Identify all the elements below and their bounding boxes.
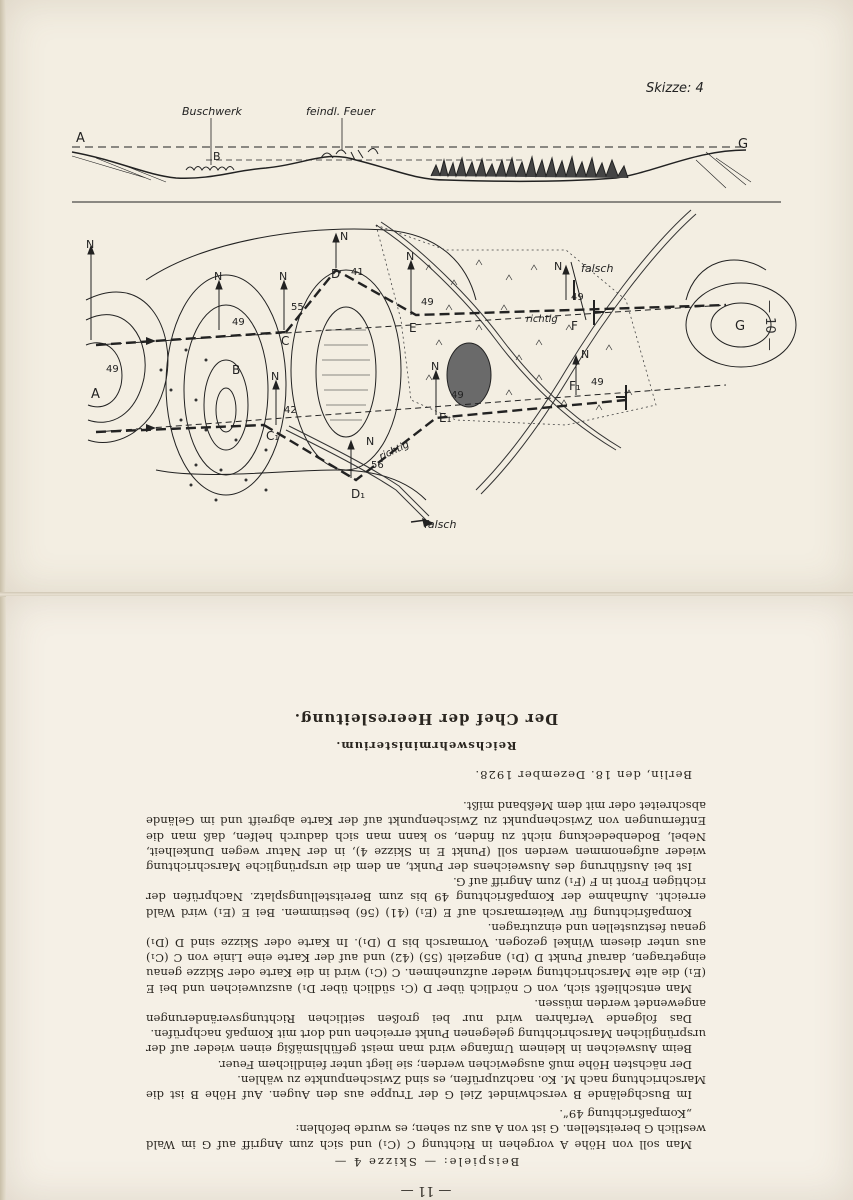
point-g-label: G [735, 319, 746, 334]
bearing-label: 41 [351, 267, 364, 278]
correct-label: richtig [526, 314, 558, 325]
point-f1-label: F₁ [569, 379, 581, 393]
point-d-label: D [331, 267, 341, 281]
map-contours [86, 229, 796, 500]
bearing-label: 49 [232, 317, 245, 328]
correct-label: richtig [377, 439, 412, 463]
text-page-number: — 11 — [400, 1183, 452, 1198]
north-label: N [431, 360, 440, 373]
paragraph-3: Der nächsten Höhe muß ausgewichen werden; sie liegt unter feindlichem Feuer. [217, 1057, 692, 1072]
map-page [6, 0, 853, 593]
paragraph-6: Man entschließt sich, von C nördlich über D (C₁ südlich über D₁) auszuweichen und bei E (E₁) die alte Marschrichtung wieder aufzunehmen. C (C₁) wird in die Karte oder Skizze genau eingetragen, darauf Punkt D (D₁) angezielt (55) (42) und auf der Karte eine Linie von C (C₁) aus unter diesem Winkel gezogen. Vormarsch bis D (D₁). In Karte oder Skizze sind D (D₁) genau festzustellen und einzutragen. [146, 920, 706, 996]
bearing-label: 49 [106, 364, 119, 375]
paragraph-8: Ist bei Ausführung des Ausweichens der Punkt, an dem die ursprüngliche Marschrichtung wieder aufgenommen werden soll (Punkt E in Skizze 4), in der Natur wegen Dunkelheit, Nebel, Bodenbedeckung nicht zu finden, so kann man sich dadurch helfen, daß man die Entfernungen von Zwischenpunkt zu Zwischenpunkt auf der Karte abgreift und im Gelände abschreitet oder mit dem Meßband mißt. [146, 799, 706, 874]
profile-bushes-label: Buschwerk [182, 105, 242, 118]
wrong-label: falsch [424, 518, 457, 531]
example-heading: Beispiele: — Skizze 4 — [332, 1154, 520, 1169]
point-e-label: E [409, 321, 417, 335]
bearing-label: 49 [591, 377, 604, 388]
wrong-label: falsch [581, 262, 614, 275]
paragraph-5: Das folgende Verfahren wird nur bei großen seitlichen Richtungsveränderungen angewendet werden müssen. [146, 996, 706, 1026]
sketch-4 [6, 0, 853, 593]
profile-fire-label: feindl. Feuer [306, 105, 376, 118]
map-page-number: — 10 — [762, 300, 777, 351]
roads [286, 210, 696, 520]
point-f-label: F [571, 319, 578, 333]
date-line: Berlin, den 18. Dezember 1928. [474, 767, 692, 782]
north-label: N [554, 260, 563, 273]
signature-ministry: Reichswehrministerium. [335, 738, 517, 753]
map-labels [86, 230, 745, 531]
north-label: N [271, 370, 280, 383]
bearing-label: 49 [421, 297, 434, 308]
point-c1-label: C₁ [266, 429, 280, 443]
point-d1-label: D₁ [351, 487, 366, 501]
north-label: N [86, 238, 95, 251]
north-label: N [279, 270, 288, 283]
terrain-profile [72, 118, 781, 202]
point-a-label: A [91, 387, 100, 402]
paragraph-1: Man soll von Höhe A vorgehen in Richtung C (C₁) und sich zum Angriff auf G im Wald westlich G bereitstellen. G ist von A aus zu sehen; es wurde befohlen: [146, 1122, 706, 1152]
north-label: N [406, 250, 415, 263]
paragraph-7: Kompaßrichtung für Weitermarsch auf E (E₁) (41) (56) bestimmen. Bei E (E₁) wird Wald erreicht. Aufnahme der Kompaßrichtung 49 bis zum Bereitstellungsplatz. Nachprüfen der richtigen Front in F (F₁) zum Angriff auf G. [146, 875, 706, 920]
bearing-label: 49 [451, 390, 464, 401]
bearing-label: 55 [291, 302, 304, 313]
north-label: N [340, 230, 349, 243]
north-label: N [214, 270, 223, 283]
point-e1-label: E₁ [439, 411, 452, 425]
point-c-label: C [281, 334, 290, 348]
point-b-label: B [232, 363, 241, 377]
profile-point-b: B [213, 150, 221, 163]
sketch-label: Skizze: 4 [646, 81, 704, 96]
paragraph-4: Beim Ausweichen in kleinem Umfange wird man meist gefühlsmäßig einen wieder auf der ursprünglichen Marschrichtung gelegenen Punkt erreichen und dort mit Kompaß nachprüfen. [146, 1027, 706, 1057]
order-line: „Kompaßrichtung 49“. [559, 1107, 692, 1122]
profile-start-label: A [76, 131, 85, 146]
bearing-label: 49 [571, 292, 584, 303]
north-label: N [366, 435, 375, 448]
north-label: N [581, 348, 590, 361]
profile-end-label: G [738, 137, 749, 152]
signature-chief: Der Chef der Heeresleitung. [293, 709, 559, 728]
paragraph-2: Im Buschgelände B verschwindet Ziel G der Truppe aus den Augen. Auf Höhe B ist die Marschrichtung nach M. Ko. nachzuprüfen, es sind Zwischenpunkte zu wählen. [146, 1072, 706, 1102]
bearing-label: 42 [284, 405, 297, 416]
bearing-label: 56 [371, 460, 384, 471]
text-page-content [146, 598, 706, 1198]
